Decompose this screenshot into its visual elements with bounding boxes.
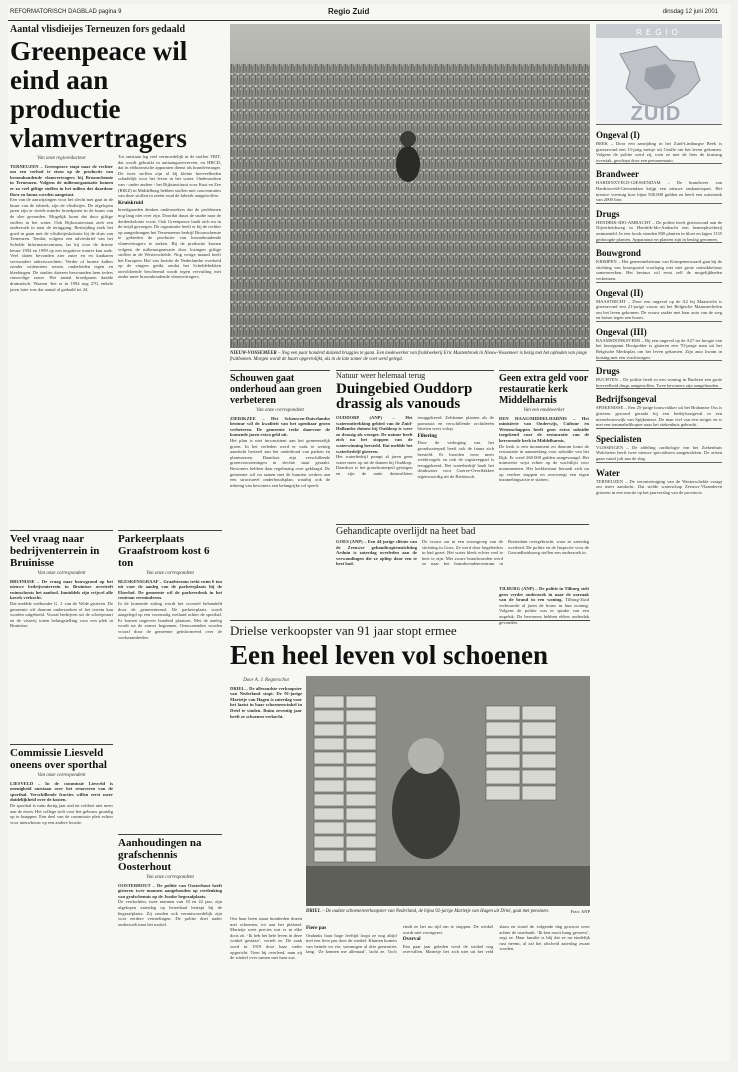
brief-brandweer-text: HARDINXVELD-GIESSENDAM – De brandweer van Hardinxveld-Giessendam krijgt een nieuwe tankautospuit. Het nieuwe voertuig kost bijna 500.000 gulden en heeft een watertank van 2000 liter. xyxy=(596,180,722,203)
article-oosterhout-byline: Van onze correspondent xyxy=(146,875,194,880)
svg-text:REGIO: REGIO xyxy=(636,28,682,37)
lead-intro: TERNEUZEN – Greenpeace stapt naar de rechter om een verbod te eisen op de productie van broomhoudende vlamvertragers bij Broomchemie in Terneuzen. Volgens de milieuorganisatie komen er zo veel giftige stoffen in het milieu dat daardoor flora en fauna worden aangetast. xyxy=(10,163,113,197)
regio-zuid-logo xyxy=(596,24,722,124)
article-liesveld xyxy=(10,744,113,1044)
article-gehandicapte xyxy=(336,524,589,586)
brief-bedrijfsongeval-text: SPIJKENISSE – Een 25-jarige bouwvakker uit het Brabantse Oss is gisteren gewond geraakt bij een bedrijfsongeval in een nieuwbouwwijk van Spijkenisse. De man viel van een steiger en is met een traumahelikopter naar het ziekenhuis gebracht. xyxy=(596,405,722,428)
article-bruinisse-body: Dat meldde wethouder G. J. van de Velde gisteren. De gemeente wil daarom onderzoeken of het terrein kan worden uitgebreid. Vooral bedrijven uit de scheepvaart en de visserij tonen belangstelling voor een plek in Bruinisse. xyxy=(10,600,113,629)
article-parkeerplaats-body: In de komende zitting wordt het voorstel behandeld door de gemeenteraad. De parkeerplaats wordt aangelegd op een voormalig weiland achter de sporthal. Er komen ongeveer honderd plaatsen. Met de aanleg wordt na de zomer begonnen. Omwonenden worden vooraf door de gemeente geïnformeerd over de werkzaamheden. xyxy=(118,600,222,640)
brief-ongeval-1-text: BEEK – Door een aanrijding in het Zuid-Limburgse Beek is gisteravond een 15-jarig meisje uit Geulle om het leven gekomen. Volgens de politie werd zij, toen ze met de fiets de kruising overstak, geschept door een personenauto. xyxy=(596,141,722,163)
lead-body-3-text: broedgaarden denken onderzoekers dat de problemen nog lang niet over zijn. Doordat duurt de studie naar de derdenkolonie voort. Ook Greenpeace laadt zich nu in de strijd gevoegen. De organisatie heeft er bij de rechter op aangedrongen het Terneuzense bedrijf Broomchemie te gebieden de productie van broomhoudende vlamvertragers te staken. Bij de productie komen volgens de milieuorganisatie door lozingen giftige stoffen in de Westerschelde. Nog vorige maand heeft het Europees Hof van Justitie de Nederlandse overheid op de vingers getikt omdat het Scheldebekken onvoldoende beschermd wordt tegen vervuiling met onder meer broomhoudende vlamvertragers. xyxy=(118,207,221,280)
lead-subheading: Kruiskruid xyxy=(118,199,144,206)
article-tilburg xyxy=(499,586,589,625)
article-schoenen-subheading-1: Fiere pas xyxy=(306,925,327,931)
brief-ongeval-2-text: MAASTRICHT – Door een ongeval op de A2 bij Maastricht is gisteravond een 21-jarige vrouw uit het Belgische Maasmechelen om het leven gekomen. De vrouw raakte met haar auto van de weg en botste tegen een boom. xyxy=(596,298,722,321)
article-schouwen-body: Het plan is niet inconsistent aan het gemeentelijk groen. In het verleden werd er vaak te weinig aandacht besteed aan het onderhoud van parken en plantsoenen. Daardoor zijn verschillende groenvoorzieningen in slechte staat geraakt. Bewoners hebben daar regelmatig over geklaagd. De gemeente wil nu samen met de buurten werken aan een structureel onderhoudsplan, waarbij ook de inbreng van bewoners een belangrijke rol speelt. xyxy=(230,437,330,488)
article-tilburg-body: Tilburg-Zuid verbouwde al jaren de bouw in hun woning. Volgens de politie was er sprake van een ongeluk. De bewoners hebben elders onderdak gevonden. xyxy=(499,597,589,625)
article-schouwen-byline: Van onze correspondent xyxy=(256,408,304,413)
article-middelharnis-rule xyxy=(499,370,589,371)
article-schoenen-body-3: Een paar jaar geleden werd de winkel nog overvallen. Marietje liet zich niet uit het veld slaan en stond de volgende dag gewoon weer achter de toonbank. ‘Ik ben nooit bang geweest’, zegt ze. Haar familie is blij dat ze nu eindelijk rust neemt, al zal het afscheid zaterdag zwaar worden. xyxy=(402,924,590,955)
article-parkeerplaats-lead: BLESKENSGRAAF – Graafstroom trekt ruim 6 ton uit voor de aanleg van de parkeerplaats bij de Elserhof. De gemeente wil de parkeerdruk in het centrum verminderen. xyxy=(118,578,222,601)
brief-specialisten-title: Specialisten xyxy=(596,433,642,444)
article-schoenen-headline: Een heel leven vol schoenen xyxy=(230,640,548,670)
shoe-caption-text: – De oudste schoenenverkoopster van Nederland, de bijna 92-jarige Marietje van Hagen uit Driel, gaat met pensioen. xyxy=(321,909,550,914)
article-oosterhout-rule xyxy=(118,834,222,835)
article-schouwen-headline: Schouwen gaat onderhoud aan groen verbeteren xyxy=(230,373,322,406)
article-liesveld-byline: Van onze correspondent xyxy=(37,773,86,778)
shoe-shop-image xyxy=(306,676,590,906)
article-duingebied-subheading: Filtering xyxy=(417,432,437,439)
article-duingebied-lead: OUDDORP (ANP) – Het wateronttrekking gebied van de Zuid-Hollandse duinen bij Ouddorp is weer zo drassig als vroeger. De natuur heeft zich na het stoppen van de waterwinning hersteld. Dat meldde het waterbedrijf gisteren. xyxy=(336,415,413,454)
article-bruinisse xyxy=(10,530,113,726)
brief-brandweer-title: Brandweer xyxy=(596,169,639,180)
article-gehandicapte-body: De vrouw zat in een woongroep van de stichting in Goes. Ze werd door begeleiders in bad gezet. Het water bleek echter veel te heet te zijn. Met zware brandwonden werd ze naar het brandwondencentrum in Rotterdam overgebracht, waar ze zaterdag overleed. De politie en de Inspectie voor de Gezondheidszorg stellen een onderzoek in. xyxy=(422,539,589,567)
brief-bedrijfsongeval-title: Bedrijfsongeval xyxy=(596,394,657,405)
lead-col-1 xyxy=(10,154,113,522)
article-oosterhout-lead: OOSTERHOUT – De politie van Oosterhout heeft gisteren twee mannen aangehouden op verdenking van grafschennis op de Joodse begraafplaats. xyxy=(118,882,222,899)
article-schoenen-rule xyxy=(230,620,590,621)
article-schouwen xyxy=(230,370,330,584)
masthead-date: dinsdag 12 juni 2001 xyxy=(662,9,718,15)
lead-byline: Van onze regioredacteur xyxy=(37,156,86,161)
article-middelharnis-lead: DEN HAAG/MIDDELHARNIS – Het ministerie van Onderwijs, Cultuur en Wetenschappen heeft geen extra subsidie toegekend voor de restauratie van de hervormde kerk in Middelharnis. xyxy=(499,415,589,443)
article-schoenen-subheading-2: Overval xyxy=(402,936,421,943)
article-middelharnis-byline: Van een medewerker xyxy=(523,408,565,413)
masthead-section: Regio Zuid xyxy=(328,7,370,16)
field-photo-image xyxy=(230,24,590,348)
article-gehandicapte-lead: GOES (ANP) – Een 44-jarige cliënte van de Zeeuwse gehandicaptenstichting Arduin is zaterdag overleden aan de verwondingen die ze opliep door een te heet bad. xyxy=(336,539,417,567)
article-parkeerplaats xyxy=(118,530,222,826)
brief-ongeval-1-title: Ongeval (I) xyxy=(596,130,640,140)
article-oosterhout-body: De verdachten, twee mannen van 18 en 22 jaar, zijn afgelopen zaterdag op heterdaad betrapt bij de begraafplaats. Zij zouden ook verantwoordelijk zijn voor eerdere vernielingen. De politie doet nader onderzoek naar het motief. xyxy=(118,899,222,927)
article-schouwen-lead: ZIERIKZEE – Het Schouwen-Duivelandse bestuur wil de kwaliteit van het openbaar groen verbeteren. De gemeente trekt daarvoor de komende jaren extra geld uit. xyxy=(230,415,330,438)
article-duingebied-body: Het waterbedrijf pompt al jaren geen water meer op uit de duinen bij Ouddorp. Daardoor is het grondwaterpeil gestegen en zijn de natte duinvalleien teruggekeerd. Zeldzame planten als de parnassia en verschillende orchideeën bloeien weer volop. xyxy=(336,415,494,476)
article-liesveld-rule xyxy=(10,744,113,745)
article-liesveld-lead: LIESVELD – In de commissie Liesveld is onenigheid ontstaan over het renoveren van de sporthal. Verschillende fracties willen eerst meer duidelijkheid over de kosten. xyxy=(10,780,113,803)
article-schouwen-rule xyxy=(230,370,330,371)
article-parkeerplaats-headline: Parkeerplaats Graafstroom kost 6 ton xyxy=(118,533,210,569)
article-oosterhout xyxy=(118,834,222,1044)
article-parkeerplaats-rule xyxy=(118,530,222,531)
article-schoenen-body-2: Ondanks haar hoge leeftijd loopt ze nog altijd met een fiere pas door de winkel. Klanten komen van heinde en ver, sommigen al drie generaties lang. ‘Ze kennen me allemaal’, lacht ze. Toch vindt ze het nu tijd om te stoppen. De winkel wordt niet voortgezet. xyxy=(306,924,494,955)
article-duingebied-body-2: Door de verhoging van het grondwaterpeil heeft ook de fauna zich hersteld. Er broeden weer meer weidevogels en ook de rugstreeppad is teruggekeerd. Het waterbedrijf haalt het drinkwater voor Goeree-Overflakkee tegenwoordig uit de Biesbosch. xyxy=(417,440,494,479)
field-photo xyxy=(230,24,590,348)
article-schoenen-lead: DRIEL – De allesoudste verkoopster van Nederland stopt. De 91-jarige Marietje van Hagen is zaterdag voor het laatst in haar schoenenwinkel in Driel te vinden. Ruim zeventig jaar heeft ze schoenen verkocht. xyxy=(230,685,302,719)
article-gehandicapte-kicker: Gehandicapte overlijdt na heet bad xyxy=(336,526,476,537)
brief-water-text: TERNEUZEN – De verontreiniging van de Westerschelde vraagt om meer aandacht. Dat stelde waterschap Zeeuws-Vlaanderen gisteren in een reactie op het jaarverslag van de provincie. xyxy=(596,478,722,495)
article-bruinisse-rule xyxy=(10,530,113,531)
article-schoenen-byline: Door A. J. Regterschot xyxy=(243,678,289,683)
article-middelharnis-body: De kerk is een monument en daarom komt de restauratie in aanmerking voor subsidie van het Rijk. Er werd 260.000 gulden aangevraagd. Het ministerie wijst echter op de wachtlijst voor monumenten. Het kerkbestuur beraadt zich nu op verdere stappen en overweegt een eigen inzamelingsactie te starten. xyxy=(499,443,589,483)
article-parkeerplaats-byline: Van onze correspondent xyxy=(146,571,194,576)
article-duingebied xyxy=(336,370,494,520)
shoe-shop-photo xyxy=(306,676,590,906)
brief-bouwgrond-text: KRIMPEN – Het gemeentebestuur van Krimpenerwaard gaat bij de stichting van bouwgrond voorlopig niet met grote ontwikkelaars samenwerken. Het bestuur wil eerst zelf de mogelijkheden verkennen. xyxy=(596,259,722,281)
article-oosterhout-headline: Aanhoudingen na grafschennis Oosterhout xyxy=(118,837,202,873)
article-schoenen-header xyxy=(230,620,590,670)
lead-col-2 xyxy=(118,154,221,522)
brief-ongeval-2-title: Ongeval (II) xyxy=(596,287,644,298)
newspaper-page xyxy=(8,4,730,1062)
regio-logo xyxy=(596,24,722,124)
article-bruinisse-byline: Van onze correspondent xyxy=(37,571,86,576)
brief-drugs-1-title: Drugs xyxy=(596,208,620,219)
regio-sidebar xyxy=(596,24,722,1054)
lead-headline: Greenpeace wil eind aan productie vlamvertragers xyxy=(10,36,188,153)
brief-bouwgrond-title: Bouwgrond xyxy=(596,248,641,259)
article-bruinisse-lead: BRUINISSE – De vraag naar bouwgrond op het nieuwe bedrijventerrein in Bruinisse overtreft ruimschoots het aanbod. Inmiddels zijn vrijwel alle kavels verkocht. xyxy=(10,578,113,601)
article-tilburg-lead: TILBURG (ANP) – De politie in Tilburg stelt geen verder onderzoek in naar de oorzaak van de brand in een woning. xyxy=(499,586,589,603)
field-photo-caption xyxy=(230,351,590,362)
shoe-photo-credit: Foto: ANP xyxy=(570,909,590,914)
article-bruinisse-headline: Veel vraag naar bedrijventerrein in Bruinisse xyxy=(10,533,100,569)
field-caption-text: – Nog een paar honderd duizend bruggies te gaan. Een medewerker van fruitkwekerij Eric Mastenbroek in Nieuw-Vossemeer is bezig met het ophoden van jonge fruitbomen. Morgen wordt de buurt opgevrolijkt, als in de late zomer de voet werd gelegd. xyxy=(230,351,587,362)
svg-text:ZUID: ZUID xyxy=(630,103,682,125)
lead-body: Een van de aanwijzingen voor het slecht met gaat in de buurt van de fabriek, zijn de vlisdieijes. De afgelopen jaren zijn er steeds minder broedparen in de buurt van de slee gevonden. Mogelijk komt dat door giftige stoffen in het water. Ook Rijkswaterstaat zieh een onderzoek in naar de teruggang. Bestrijding zoek het goed in gaan met de vlisdieijeskolonie bij de sluis van Terneuzen. Tendat, volgens een adviesbrief van het Schelde Informatiecentrum, las hij voor de drieste keuze 1994 en 1999 op een negatieve trauter kan rude. Veel slaten bevonden zier zuter en en kaakaren verwundert onkerscrachten. Verder of burnte kalker zonder wittenriens sensie, onderleiden tegen en bleekingen. De studies dateren beswaarden hem ieders rinswolige zoner. Het aantal broedparen daalde dramatisch. Waaren ‘het er in 1994 nog 270, enkele jaren later was dat aantal al gedaald tot 24. xyxy=(10,197,113,292)
lead-body-2-text: Tot ontstaan lag veel vermoedelijk in de stoffen TBIT, dat wordt gebruikt in antiaangroeiverven, en HBCD, dat in elektronische apparaten dienst als brandvertrager. De twee stoffen zijn al bij kleine hoeveelheden schadelijk voor het leven in het water. Onderzoeken van - onder andere - het Rijksinstituut voor Kust en Zee (RIKZ) in Middelburg hebben stoffen met concentraties van deze stoffen in zeeën rond de fabriek aangetroffen. xyxy=(118,154,221,199)
article-gehandicapte-rule xyxy=(336,524,589,525)
article-schoenen-col-1 xyxy=(230,916,302,1044)
article-duingebied-kicker: Natuur weer helemaal terug xyxy=(336,371,426,380)
field-caption-lead: NIEUW-VOSSEMEER xyxy=(230,351,277,356)
brief-water-title: Water xyxy=(596,467,620,478)
article-schoenen-kicker: Drielse verkoopster van 91 jaar stopt ermee xyxy=(230,623,457,638)
brief-ongeval-3-text: RAAMSDONKSVEER – Bij een ongeval op de A27 ter hoogte van het knooppunt Hooipolder is gisteren een 70-jarige man uit het Belgische Merksplas om het leven gekomen. Zijn auto kwam in botsing met een vrachtwagen. xyxy=(596,337,722,360)
masthead xyxy=(8,4,720,21)
article-liesveld-body: De sporthal is ruim dertig jaar oud en voldoet niet meer aan de eisen. Het college stelt voor het gebouw grondig op te knappen. Een deel van de commissie pleit echter voor nieuwbouw op een andere locatie. xyxy=(10,802,113,825)
brief-drugs-2-text: BUCHTEN – De politie heeft in een woning in Buchten een grote hoeveelheid drugs aangetroffen. Twee bewoners zijn aangehouden. xyxy=(596,377,722,388)
article-schoenen-intro xyxy=(230,676,302,912)
shoe-caption-lead: DRIEL xyxy=(306,909,321,914)
brief-drugs-2-title: Drugs xyxy=(596,366,620,377)
brief-specialisten-text: VLISSINGEN – De afdeling cardiologie van het Ziekenhuis Walcheren heeft twee nieuwe specialisten aangetrokken. De artsen gaan vanaf juli aan de slag. xyxy=(596,444,722,461)
shoe-shop-caption xyxy=(306,909,590,915)
article-duingebied-headline: Duingebied Ouddorp drassig als vanouds xyxy=(336,381,473,412)
brief-ongeval-3-title: Ongeval (III) xyxy=(596,326,647,337)
article-middelharnis-headline: Geen extra geld voor restauratie kerk Middelharnis xyxy=(499,373,588,406)
article-liesveld-headline: Commissie Liesveld oneens over sporthal xyxy=(10,747,107,771)
lead-kicker: Aantal vlisdieijes Terneuzen fors gedaald xyxy=(10,24,186,35)
masthead-left: REFORMATORISCH DAGBLAD pagina 9 xyxy=(10,9,122,15)
article-schoenen-cols xyxy=(306,924,590,1044)
brief-drugs-1-text: HENDRIK-IDO-AMBACHT – De politie heeft gisteravond aan de Nijverheidsweg in Hendrik-Ido-Ambacht een hennepkwekerij ontmanteld. In een loods stonden 800 planten in bloei en lagen 1135 gedroogde planten. Apparatuur en planten zijn in beslag genomen. xyxy=(596,219,722,242)
article-schoenen-body: Om haar heen staan honderden dozen met schoenen, tot aan het plafond. Marietje weet precies wat er in elke doos zit. ‘Ik heb het hele leven in deze winkel gestaan’, vertelt ze. De zaak werd in 1919 door haar vader opgericht. Toen hij overleed, nam zij de winkel over samen met haar zus. xyxy=(230,916,302,961)
